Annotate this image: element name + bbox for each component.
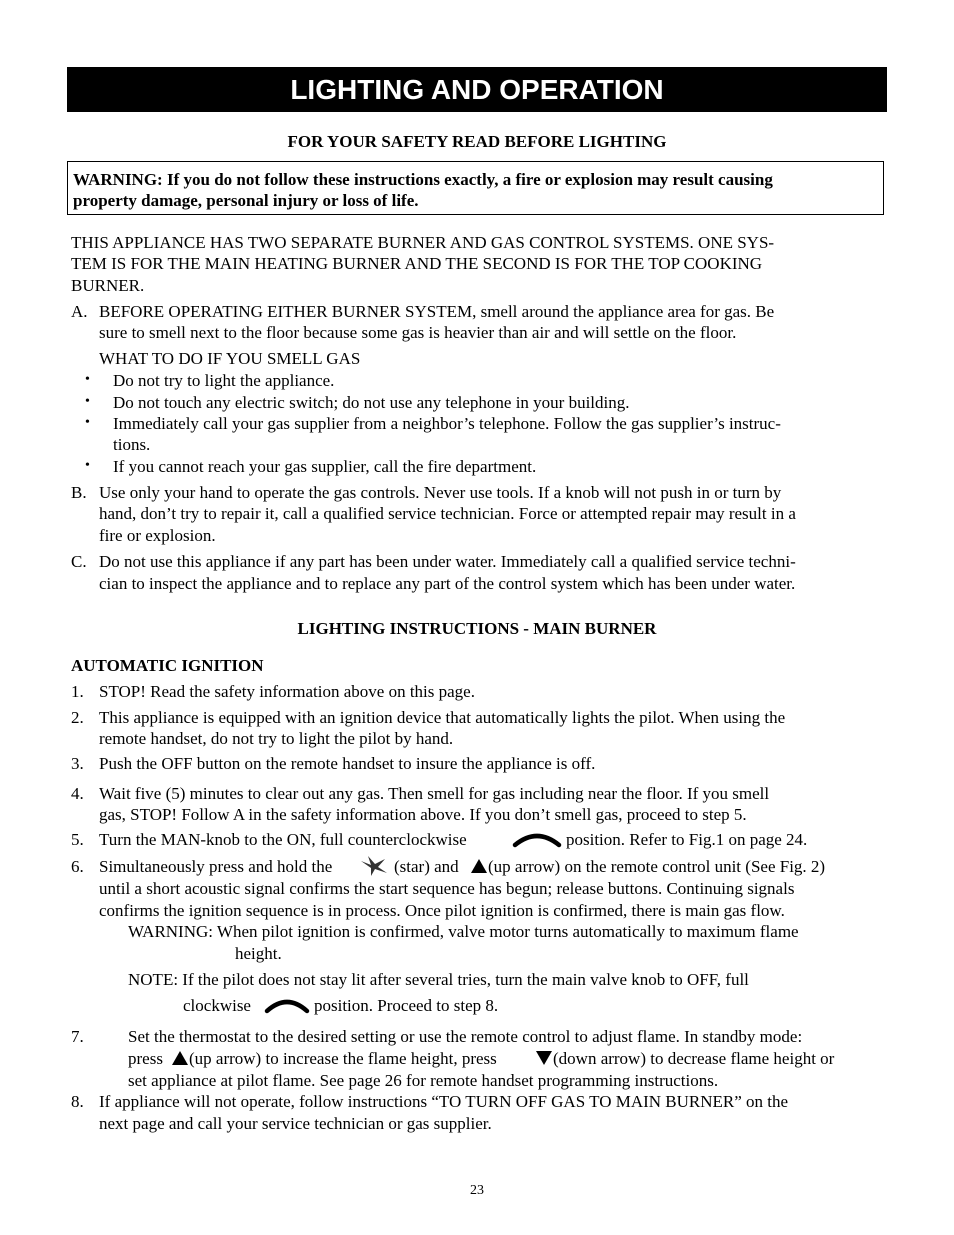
step-7-line-2-mid: (up arrow) to increase the flame height, press xyxy=(189,1049,497,1068)
step-5-number: 5. xyxy=(71,830,84,849)
intro-line-3: BURNER. xyxy=(71,276,145,295)
step-6-note-pre: clockwise xyxy=(183,996,251,1015)
item-b-line-1: Use only your hand to operate the gas controls. Never use tools. If a knob will not push in or turn by xyxy=(99,483,782,502)
step-2-line-1: This appliance is equipped with an ignition device that automatically lights the pilot. When using the xyxy=(99,708,786,727)
step-6-number: 6. xyxy=(71,857,84,876)
step-4-number: 4. xyxy=(71,784,84,803)
down-arrow-icon xyxy=(536,1051,552,1065)
bullet-icon: • xyxy=(85,458,90,473)
step-6-note-line-1: NOTE: If the pilot does not stay lit after several tries, turn the main valve knob to OFF, full xyxy=(128,970,749,989)
bullet-icon: • xyxy=(85,372,90,387)
step-6-warning-line-1: WARNING: When pilot ignition is confirmed, valve motor turns automatically to maximum flame xyxy=(128,922,799,941)
step-1-text: STOP! Read the safety information above on this page. xyxy=(99,682,475,701)
step-3-text: Push the OFF button on the remote handset to insure the appliance is off. xyxy=(99,754,596,773)
safety-heading: FOR YOUR SAFETY READ BEFORE LIGHTING xyxy=(287,132,667,151)
step-2-number: 2. xyxy=(71,708,84,727)
step-6-line-3: confirms the ignition sequence is in process. Once pilot ignition is confirmed, there is main gas flow. xyxy=(99,901,785,920)
step-7-line-1: Set the thermostat to the desired setting or use the remote control to adjust flame. In standby mode: xyxy=(128,1027,803,1046)
item-a-marker: A. xyxy=(71,302,88,321)
step-7-line-3: set appliance at pilot flame. See page 26 for remote handset programming instructions. xyxy=(128,1071,719,1090)
step-6-warning-line-2: height. xyxy=(235,944,282,963)
step-4-line-2: gas, STOP! Follow A in the safety information above. If you don’t smell gas, proceed to step 5. xyxy=(99,805,747,824)
counterclockwise-knob-icon xyxy=(512,829,562,849)
step-7-number: 7. xyxy=(71,1027,84,1046)
auto-ignition-heading: AUTOMATIC IGNITION xyxy=(71,656,264,675)
item-b-marker: B. xyxy=(71,483,87,502)
item-c-marker: C. xyxy=(71,552,87,571)
bullet-icon: • xyxy=(85,394,90,409)
lighting-heading: LIGHTING INSTRUCTIONS - MAIN BURNER xyxy=(297,619,657,638)
warning-text xyxy=(73,169,873,211)
item-b-line-3: fire or explosion. xyxy=(99,526,216,545)
bullet-3-line-1: Immediately call your gas supplier from a neighbor’s telephone. Follow the gas supplier’s instruc- xyxy=(113,414,781,433)
clockwise-knob-icon xyxy=(264,995,310,1015)
warning-line-1: WARNING: If you do not follow these instructions exactly, a fire or explosion may result causing xyxy=(73,170,773,189)
step-7-line-2-pre: press xyxy=(128,1049,163,1068)
up-arrow-icon xyxy=(471,859,487,873)
item-c-line-1: Do not use this appliance if any part has been under water. Immediately call a qualified service techni- xyxy=(99,552,796,571)
step-6-text-pre: Simultaneously press and hold the xyxy=(99,857,333,876)
bullet-2: Do not touch any electric switch; do not use any telephone in your building. xyxy=(113,393,630,412)
page-number: 23 xyxy=(470,1183,484,1198)
bullet-icon: • xyxy=(85,415,90,430)
item-a-line-1: BEFORE OPERATING EITHER BURNER SYSTEM, smell around the appliance area for gas. Be xyxy=(99,302,775,321)
intro-line-1: THIS APPLIANCE HAS TWO SEPARATE BURNER AND GAS CONTROL SYSTEMS. ONE SYS- xyxy=(71,233,775,252)
gas-smell-subheading: WHAT TO DO IF YOU SMELL GAS xyxy=(99,349,361,368)
step-4-line-1: Wait five (5) minutes to clear out any gas. Then smell for gas including near the floor. If you smell xyxy=(99,784,770,803)
item-a-line-2: sure to smell next to the floor because some gas is heavier than air and will settle on the floor. xyxy=(99,323,737,342)
item-b-line-2: hand, don’t try to repair it, call a qualified service technician. Force or attempted repair may result in a xyxy=(99,504,796,523)
step-3-number: 3. xyxy=(71,754,84,773)
step-6-text-mid: (star) and xyxy=(394,857,459,876)
page-title: LIGHTING AND OPERATION xyxy=(67,67,887,112)
bullet-4: If you cannot reach your gas supplier, call the fire department. xyxy=(113,457,537,476)
step-2-line-2: remote handset, do not try to light the pilot by hand. xyxy=(99,729,454,748)
star-button-icon xyxy=(359,855,389,877)
warning-line-2: property damage, personal injury or loss of life. xyxy=(73,191,419,210)
item-c-line-2: cian to inspect the appliance and to replace any part of the control system which has been under water. xyxy=(99,574,796,593)
step-1-number: 1. xyxy=(71,682,84,701)
step-8-line-2: next page and call your service technician or gas supplier. xyxy=(99,1114,492,1133)
step-6-text-post: (up arrow) on the remote control unit (See Fig. 2) xyxy=(488,857,826,876)
step-5-text-post: position. Refer to Fig.1 on page 24. xyxy=(566,830,808,849)
step-7-line-2-post: (down arrow) to decrease flame height or xyxy=(553,1049,835,1068)
bullet-1: Do not try to light the appliance. xyxy=(113,371,335,390)
step-8-line-1: If appliance will not operate, follow instructions “TO TURN OFF GAS TO MAIN BURNER” on the xyxy=(99,1092,789,1111)
step-6-note-post: position. Proceed to step 8. xyxy=(314,996,499,1015)
warning-box xyxy=(67,161,884,215)
step-5-text-pre: Turn the MAN-knob to the ON, full counterclockwise xyxy=(99,830,467,849)
bullet-3-line-2: tions. xyxy=(113,435,151,454)
step-8-number: 8. xyxy=(71,1092,84,1111)
step-6-line-2: until a short acoustic signal confirms the start sequence has begun; release buttons. Continuing signals xyxy=(99,879,795,898)
up-arrow-icon xyxy=(172,1051,188,1065)
intro-line-2: TEM IS FOR THE MAIN HEATING BURNER AND THE SECOND IS FOR THE TOP COOKING xyxy=(71,254,763,273)
